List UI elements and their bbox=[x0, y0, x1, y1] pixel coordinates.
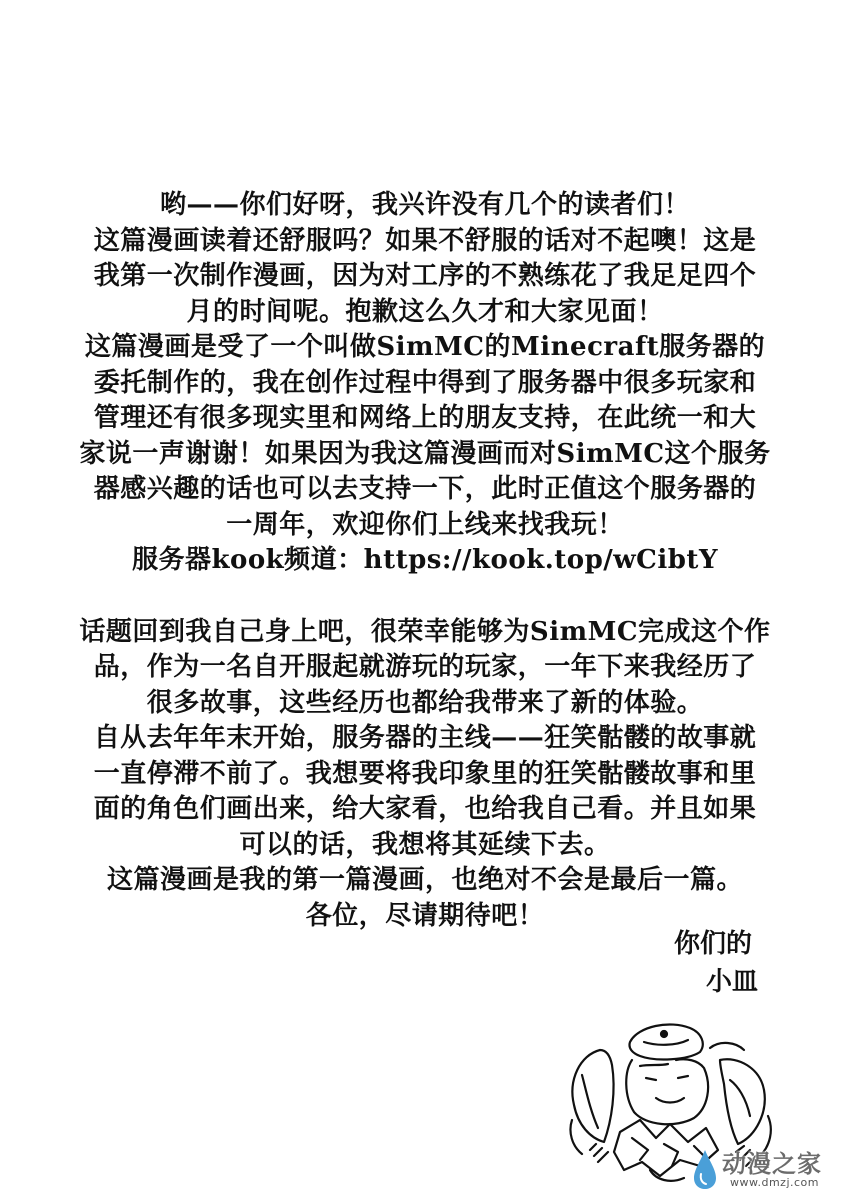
dmzj-watermark bbox=[692, 1142, 842, 1198]
letter-line: 这篇漫画读着还舒服吗？如果不舒服的话对不起噢！这是 bbox=[93, 225, 757, 256]
letter-line: 管理还有很多现实里和网络上的朋友支持，在此统一和大 bbox=[93, 403, 757, 433]
letter-line: 话题回到我自己身上吧，很荣幸能够为SimMC完成这个作 bbox=[79, 616, 771, 647]
signature-block bbox=[660, 925, 810, 1001]
letter-line: 这篇漫画是受了一个叫做SimMC的Minecraft服务器的 bbox=[84, 332, 766, 362]
letter-line: 月的时间呢。抱歉这么久才和大家见面！ bbox=[186, 296, 664, 327]
letter-line: 自从去年年末开始，服务器的主线——狂笑骷髅的故事就 bbox=[93, 723, 757, 753]
letter-line: 我第一次制作漫画，因为对工序的不熟练花了我足足四个 bbox=[93, 261, 757, 291]
letter-line: 一直停滞不前了。我想要将我印象里的狂笑骷髅故事和里 bbox=[93, 758, 757, 789]
paragraph-gap bbox=[60, 579, 790, 615]
letter-line: 器感兴趣的话也可以去支持一下，此时正值这个服务器的 bbox=[93, 474, 757, 504]
letter-line: 很多故事，这些经历也都给我带来了新的体验。 bbox=[146, 687, 704, 718]
letter-line: 一周年，欢迎你们上线来找我玩！ bbox=[226, 509, 624, 540]
letter-line: 面的角色们画出来，给大家看，也给我自己看。并且如果 bbox=[93, 794, 757, 824]
signature-name: 小皿 bbox=[706, 967, 759, 997]
watermark-title: 动漫之家 bbox=[722, 1150, 822, 1178]
letter-line: 可以的话，我想将其延续下去。 bbox=[239, 829, 611, 860]
afterword-letter bbox=[60, 188, 790, 934]
letter-line: 这篇漫画是我的第一篇漫画，也绝对不会是最后一篇。 bbox=[106, 865, 743, 895]
letter-line: 品，作为一名自开服起就游玩的玩家，一年下来我经历了 bbox=[93, 652, 757, 682]
letter-line: 委托制作的，我在创作过程中得到了服务器中很多玩家和 bbox=[93, 367, 757, 398]
kook-channel-line: 服务器kook频道：https://kook.top/wCibtY bbox=[131, 545, 719, 575]
letter-line: 各位，尽请期待吧！ bbox=[305, 900, 545, 931]
letter-line: 哟——你们好呀，我兴许没有几个的读者们！ bbox=[159, 190, 690, 220]
signature-line-1: 你们的 bbox=[674, 929, 753, 959]
water-drop-logo-icon bbox=[692, 1148, 718, 1190]
watermark-url: www.dmzj.com bbox=[730, 1176, 819, 1189]
letter-line: 家说一声谢谢！如果因为我这篇漫画而对SimMC这个服务 bbox=[79, 438, 771, 469]
